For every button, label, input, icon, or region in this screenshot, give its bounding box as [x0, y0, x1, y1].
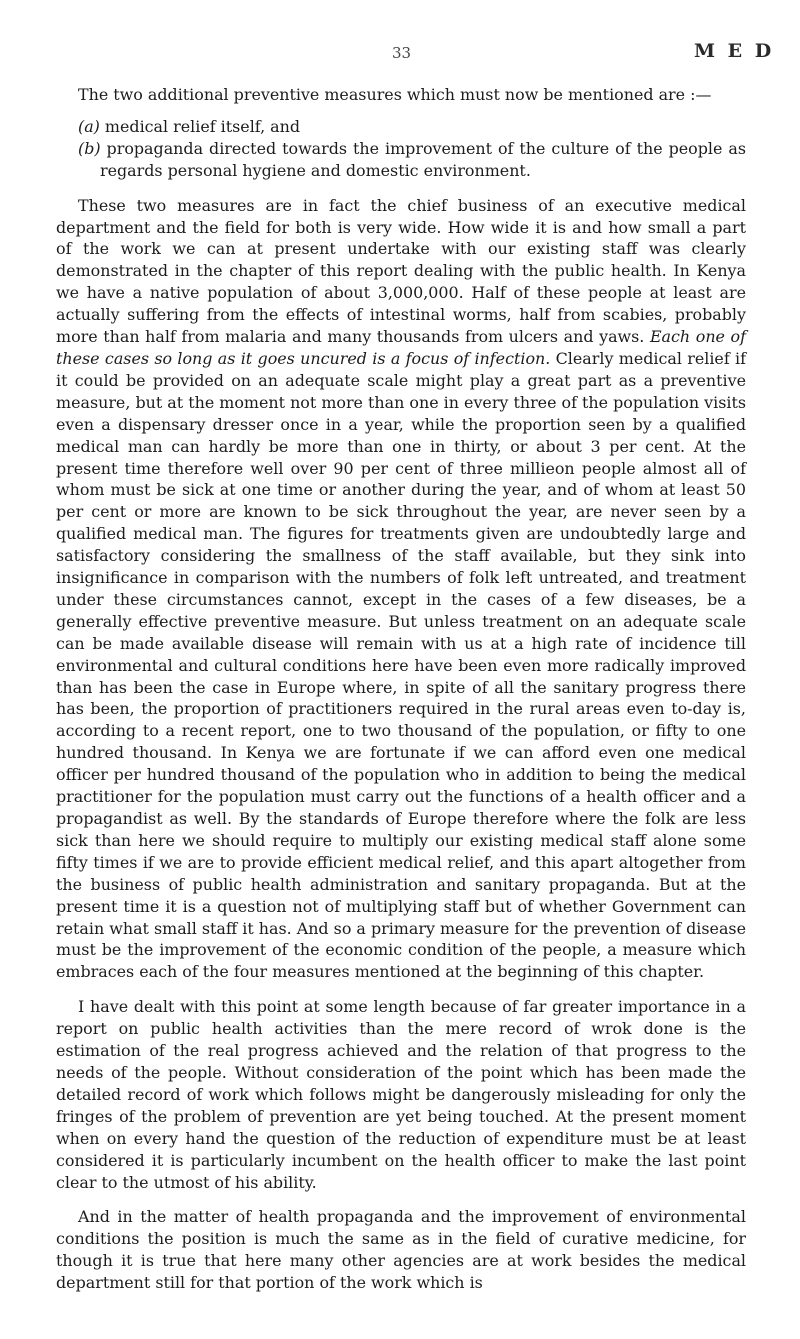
- body-paragraph-measures: [56, 195, 746, 984]
- emphasis-text: Each one of these cases so long as it goes uncured is a focus of infection.: [56, 327, 746, 368]
- paragraph-text: Clearly medical relief if it could be provided on an adequate scale might play a great part as a preventive measure, but at the moment not more than one in every three of the population visits even a dispensary dresser once in a year, while the proportion seen by a qualified medical man can hardly be more than one in thirty, or about 3 per cent. At the present time therefore well over 90 per cent of three millieon people almost all of whom must be sick at one time or another during the year, and of whom at least 50 per cent or more are known to be sick throughout the year, are never seen by a qualified medical man. The figures for treatments given are undoubtedly large and satisfactory considering the smallness of the staff available, but they sink into insignificance in comparison with the numbers of folk left untreated, and treatment under these circumstances cannot, except in the cases of a few diseases, be a generally effective preventive measure. But unless treatment on an adequate scale can be made available disease will remain with us at a high rate of incidence till environmental and cultural conditions here have been even more radically improved than has been the case in Europe where, in spite of all the sanitary progress there has been, the proportion of practitioners required in the rural areas even to-day is, according to a recent report, one to two thousand of the population, or fifty to one hundred thousand. In Kenya we are fortunate if we can afford even one medical officer per hundred thousand of the population who in addition to being the medical practitioner for the population must carry out the functions of a health officer and a propagandist as well. By the standards of Europe therefore where the folk are less sick than here we should require to multiply our existing medical staff alone some fifty times if we are to provide efficient medical relief, and this apart altogether from the business of public health administration and sanitary propaganda. But at the present time it is a question not of multiplying staff but of whether Government can retain what small staff it has. And so a primary measure for the prevention of disease must be the improvement of the economic condition of the people, a measure which embraces each of the four measures mentioned at the beginning of this chapter.: [56, 348, 747, 982]
- intro-paragraph: The two additional preventive measures which must now be mentioned are :—: [78, 85, 712, 104]
- page-body: [56, 84, 746, 1294]
- list-item-a: [56, 116, 746, 138]
- list-text-a: medical relief itself, and: [99, 116, 301, 136]
- list-item-b: [56, 138, 746, 182]
- list-marker-a: (a): [78, 116, 100, 136]
- body-paragraph-propaganda: And in the matter of health propaganda and the improvement of environmental conditions the position is much the same as in the field of curative medicine, for though it is true that here many other agencies are at work besides the medical department still for that portion of the work which is: [56, 1207, 746, 1293]
- body-paragraph-importance: I have dealt with this point at some length because of far greater importance in a report on public health activities than the mere record of wrok done is the estimation of the real progress achieved and the relation of that progress to the needs of the people. Without consideration of the point which has been made the detailed record of work which follows might be dangerously misleading for only the fringes of the problem of prevention are yet being touched. At the present moment when on every hand the question of the reduction of expenditure must be at least considered it is particularly incumbent on the health officer to make the last point clear to the utmost of his ability.: [56, 997, 746, 1192]
- list-marker-b: (b): [78, 138, 101, 158]
- list-text-b: propaganda directed towards the improvement of the culture of the people as regards personal hygiene and domestic environment.: [100, 138, 746, 180]
- paragraph-text: These two measures are in fact the chief business of an executive medical department and the field for both is very wide. How wide it is and how small a part of the work we can at present undertake with our existing staff was clearly demonstrated in the chapter of this report dealing with the public health. In Kenya we have a native population of about 3,000,000. Half of these people at least are actually suffering from the effects of intestinal worms, half from scabies, probably more than half from malaria and many thousands from ulcers and yaws.: [56, 195, 746, 347]
- page-number: 33: [392, 44, 412, 62]
- running-head: M E D: [694, 40, 775, 62]
